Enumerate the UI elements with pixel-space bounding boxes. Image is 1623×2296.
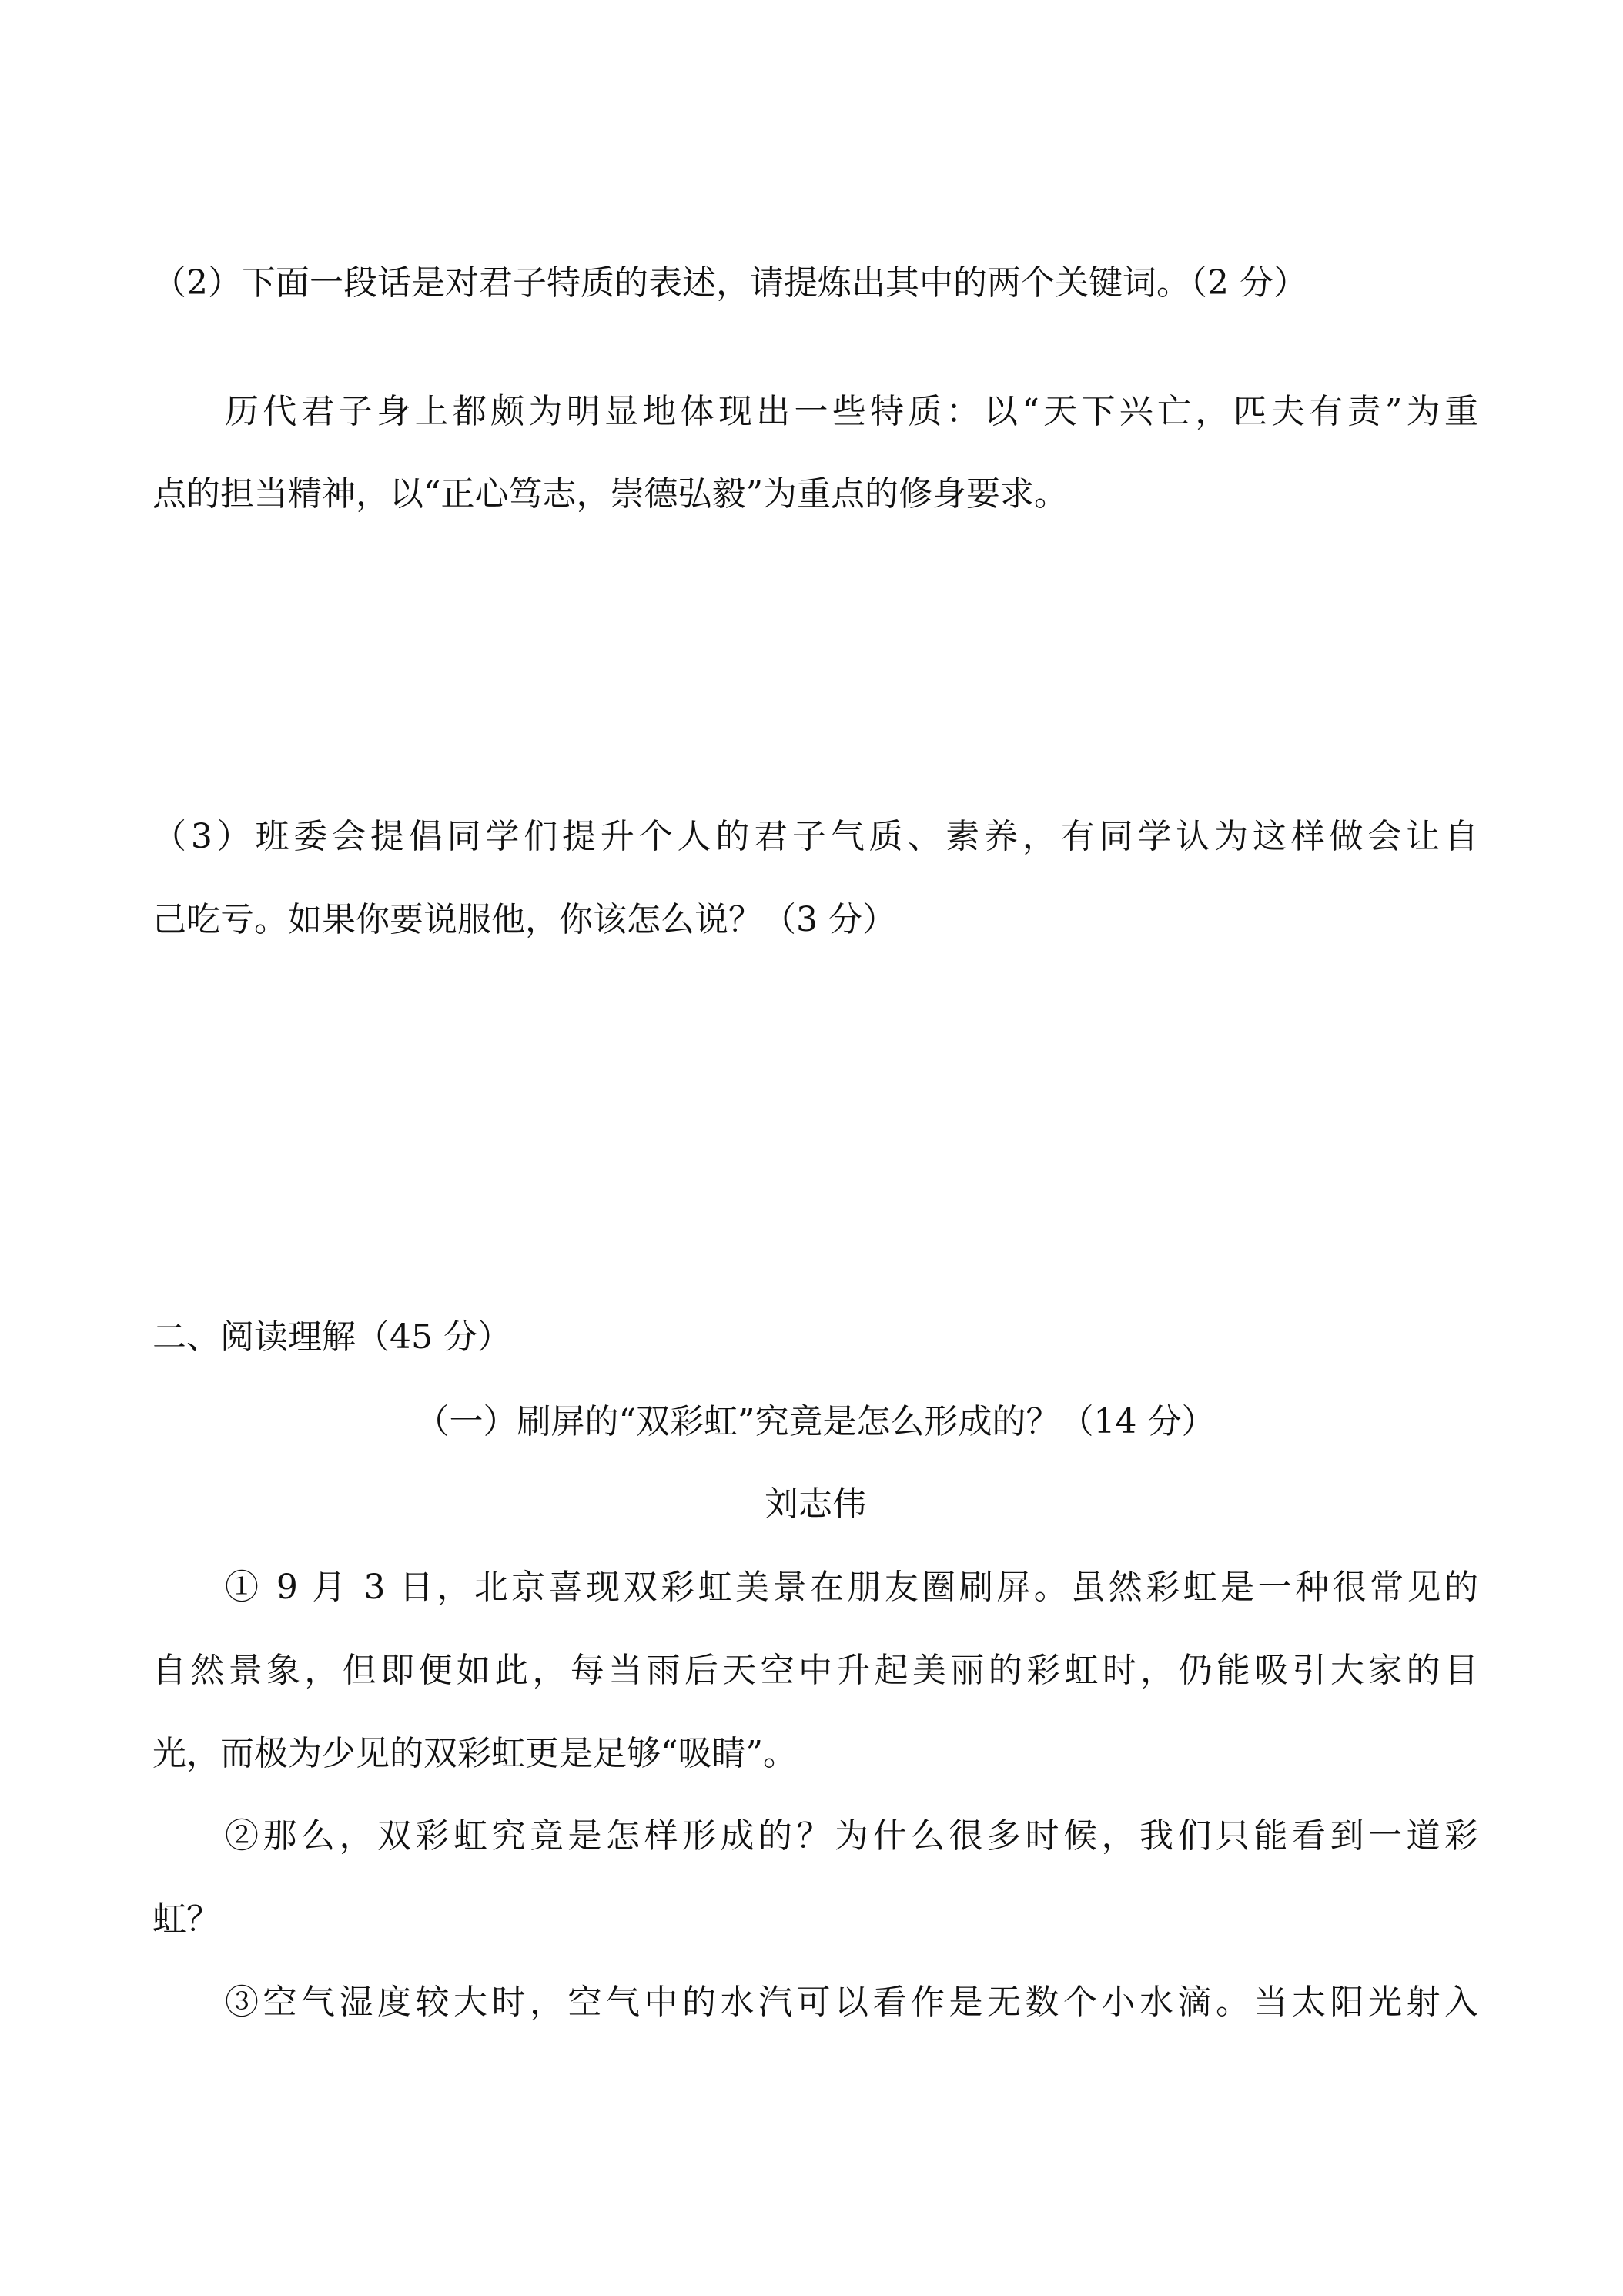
question-3-prompt-line-1: （3）班委会提倡同学们提升个人的君子气质、素养，有同学认为这样做会让自 bbox=[152, 817, 1478, 856]
section-heading: 二、阅读理解（45 分） bbox=[152, 1317, 511, 1357]
article-author: 刘志伟 bbox=[765, 1484, 866, 1524]
question-2-passage-line-1: 历代君子身上都颇为明显地体现出一些特质：以“天下兴亡，匹夫有责”为重 bbox=[225, 392, 1478, 431]
paragraph-2-line-2: 虹？ bbox=[152, 1899, 220, 1939]
question-3-prompt-line-2: 己吃亏。如果你要说服他，你该怎么说？（3 分） bbox=[152, 900, 896, 939]
paragraph-3-line-1: ③空气湿度较大时，空气中的水汽可以看作是无数个小水滴。当太阳光射入 bbox=[225, 1983, 1478, 2022]
paragraph-1-line-1: ① 9 月 3 日，北京喜现双彩虹美景在朋友圈刷屏。虽然彩虹是一种很常见的 bbox=[225, 1568, 1478, 1607]
question-2-prompt: （2）下面一段话是对君子特质的表述，请提炼出其中的两个关键词。（2 分） bbox=[152, 263, 1307, 303]
article-title: （一）刷屏的“双彩虹”究竟是怎么形成的？（14 分） bbox=[415, 1402, 1216, 1441]
paragraph-2-line-1: ②那么，双彩虹究竟是怎样形成的？为什么很多时候，我们只能看到一道彩 bbox=[225, 1816, 1478, 1856]
paragraph-1-line-2: 自然景象，但即便如此，每当雨后天空中升起美丽的彩虹时，仍能吸引大家的目 bbox=[152, 1651, 1478, 1690]
question-2-passage-line-2: 点的担当精神，以“正心笃志，崇德弘毅”为重点的修身要求。 bbox=[152, 474, 1068, 514]
paragraph-1-line-3: 光，而极为少见的双彩虹更是足够“吸睛”。 bbox=[152, 1734, 797, 1773]
